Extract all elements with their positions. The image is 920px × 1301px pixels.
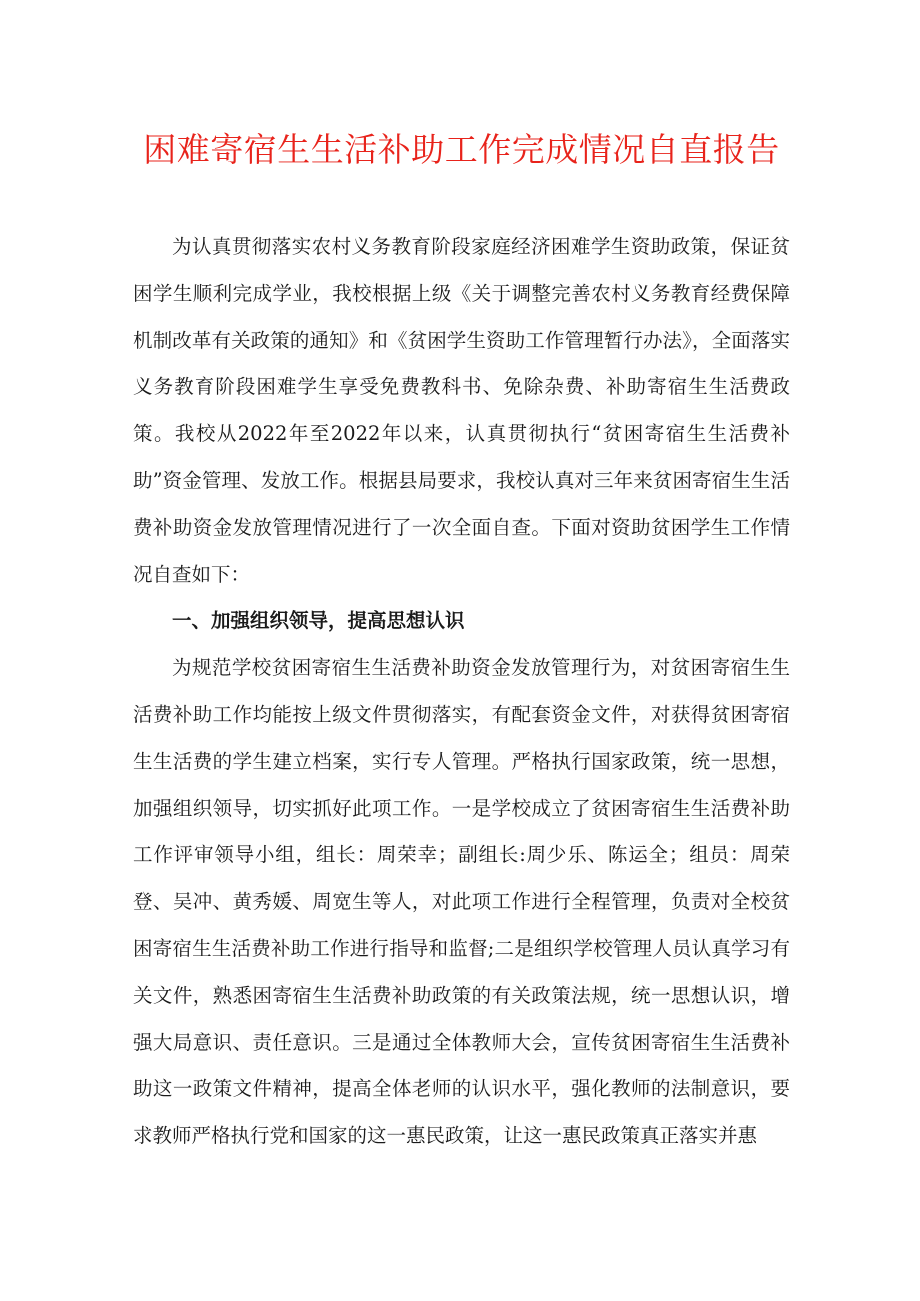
section-heading: 一、加强组织领导，提高思想认识 <box>172 609 465 633</box>
section-paragraph: 为规范学校贫困寄宿生生活费补助资金发放管理行为，对贫困寄宿生生活费补助工作均能按上级文件贯彻落实，有配套资金文件，对获得贫困寄宿生生活费的学生建立档案，实行专人管理。严格执行国家政策，统一思想，加强组织领导，切实抓好此项工作。一是学校成立了贫困寄宿生生活费补助工作评审领导小组，组长：周荣幸；副组长:周少乐、陈运全；组员：周荣登、吴冲、黄秀媛、周宽生等人，对此项工作进行全程管理，负责对全校贫困寄宿生生活费补助工作进行指导和监督;二是组织学校管理人员认真学习有关文件，熟悉困寄宿生生活费补助政策的有关政策法规，统一思想认识，增强大局意识、责任意识。三是通过全体教师大会，宣传贫困寄宿生生活费补助这一政策文件精神，提高全体老师的认识水平，强化教师的法制意识，要求教师严格执行党和国家的这一惠民政策，让这一惠民政策真正落实并惠 <box>133 656 790 1148</box>
document-title: 困难寄宿生生活补助工作完成情况自直报告 <box>143 130 780 169</box>
intro-paragraph: 为认真贯彻落实农村义务教育阶段家庭经济困难学生资助政策，保证贫困学生顺利完成学业，我校根据上级《关于调整完善农村义务教育经费保障机制改革有关政策的通知》和《贫困学生资助工作管理暂行办法》，全面落实义务教育阶段困难学生享受免费教科书、免除杂费、补助寄宿生生活费政策。我校从2022年至2022年以来，认真贯彻执行“贫困寄宿生生活费补助”资金管理、发放工作。根据县局要求，我校认真对三年来贫困寄宿生生活费补助资金发放管理情况进行了一次全面自查。下面对资助贫困学生工作情况自查如下： <box>133 235 790 586</box>
